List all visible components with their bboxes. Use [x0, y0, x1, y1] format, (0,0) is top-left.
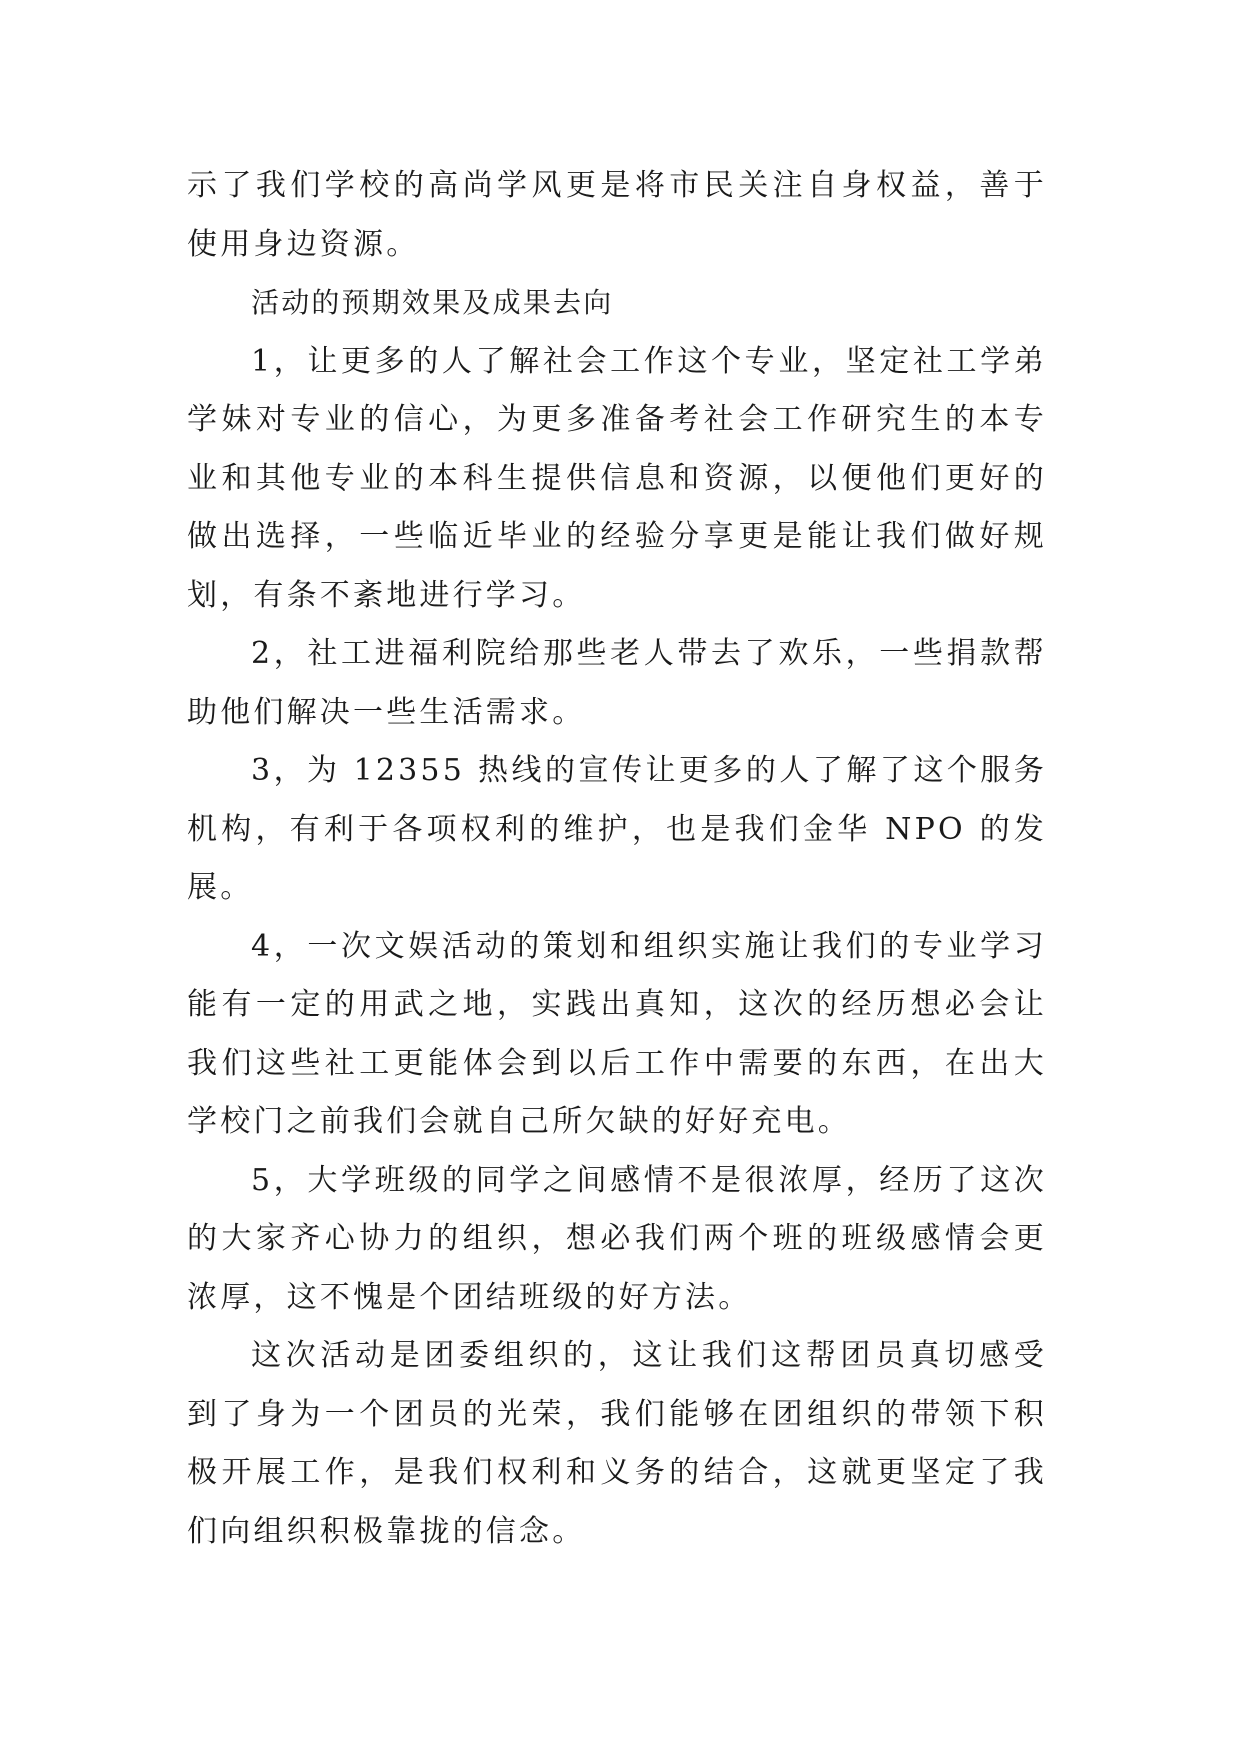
paragraph-item-2: 2，社工进福利院给那些老人带去了欢乐，一些捐款帮助他们解决一些生活需求。	[187, 636, 1047, 730]
paragraph-item-3: 3，为 12355 热线的宣传让更多的人了解了这个服务机构，有利于各项权利的维护，也是我们金华 NPO 的发展。	[187, 753, 1047, 905]
paragraph-closing: 这次活动是团委组织的，这让我们这帮团员真切感受到了身为一个团员的光荣，我们能够在团组织的带领下积极开展工作，是我们权利和义务的结合，这就更坚定了我们向组织积极靠拢的信念。	[187, 1338, 1047, 1549]
paragraph-item-5: 5，大学班级的同学之间感情不是很浓厚，经历了这次的大家齐心协力的组织，想必我们两个班的班级感情会更浓厚，这不愧是个团结班级的好方法。	[187, 1162, 1047, 1315]
document-body	[187, 157, 1047, 1561]
paragraph-continuation: 示了我们学校的高尚学风更是将市民关注自身权益，善于使用身边资源。	[187, 168, 1047, 262]
paragraph-item-1: 1，让更多的人了解社会工作这个专业，坚定社工学弟学妹对专业的信心，为更多准备考社会工作研究生的本专业和其他专业的本科生提供信息和资源，以便他们更好的做出选择，一些临近毕业的经验分享更是能让我们做好规划，有条不紊地进行学习。	[187, 343, 1047, 613]
section-heading: 活动的预期效果及成果去向	[251, 286, 614, 319]
paragraph-item-4: 4，一次文娱活动的策划和组织实施让我们的专业学习能有一定的用武之地，实践出真知，这次的经历想必会让我们这些社工更能体会到以后工作中需要的东西，在出大学校门之前我们会就自己所欠缺的好好充电。	[187, 928, 1047, 1139]
